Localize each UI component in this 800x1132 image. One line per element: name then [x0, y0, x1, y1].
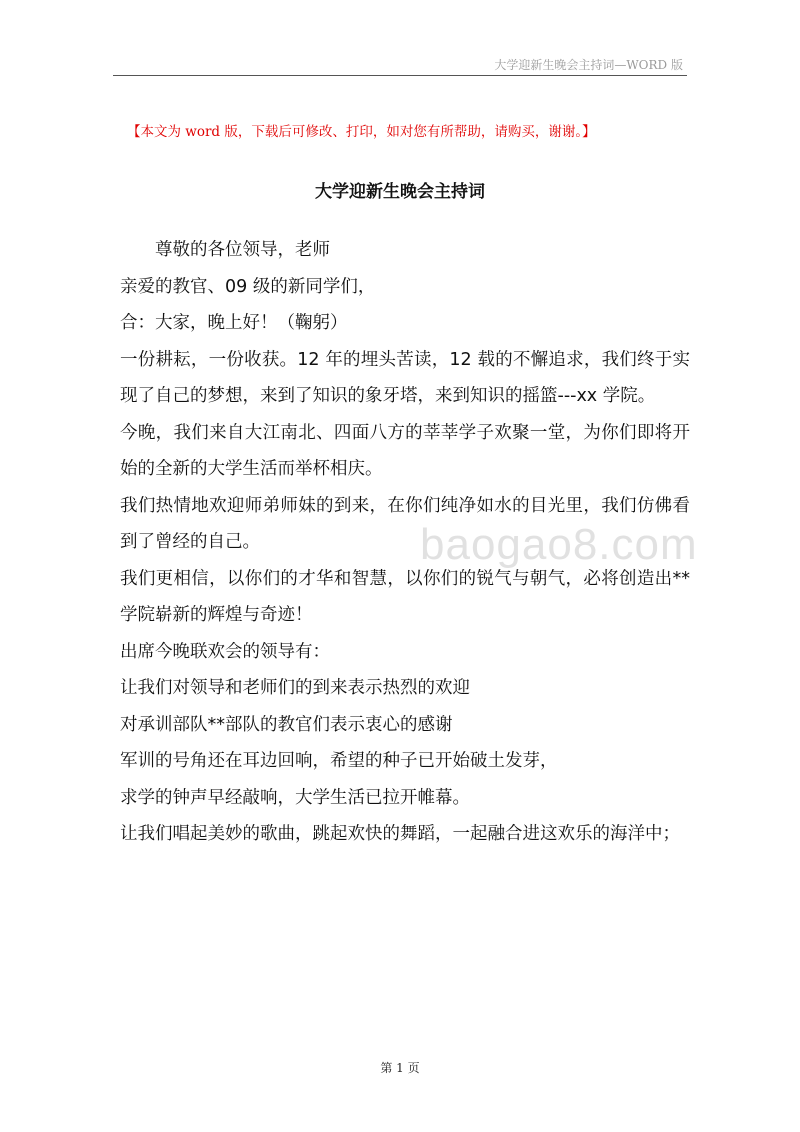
paragraph: 尊敬的各位领导，老师: [155, 240, 330, 260]
paragraph: 今晚，我们来自大江南北、四面八方的莘莘学子欢聚一堂，为你们即将开始的全新的大学生活而举杯相庆。: [120, 422, 690, 479]
running-header: 大学迎新生晚会主持词—WORD 版: [494, 58, 683, 72]
page-number: 第 1 页: [380, 1061, 420, 1075]
document-body: [120, 232, 690, 853]
paragraph: 对承训部队**部队的教官们表示衷心的感谢: [120, 714, 453, 735]
paragraph: 一份耕耘，一份收获。12 年的埋头苦读，12 载的不懈追求，我们终于实现了自己的梦想，来到了知识的象牙塔，来到知识的摇篮---xx 学院。: [120, 349, 690, 406]
watermark: baogao8.com: [420, 520, 698, 569]
paragraph: 亲爱的教官、09 级的新同学们，: [120, 276, 376, 297]
paragraph: 让我们对领导和老师们的到来表示热烈的欢迎: [120, 678, 470, 698]
paragraph: 让我们唱起美妙的歌曲，跳起欢快的舞蹈，一起融合进这欢乐的海洋中；: [120, 824, 680, 844]
paragraph: 合：大家，晚上好！（鞠躬）: [120, 313, 348, 333]
paragraph: 求学的钟声早经敲响，大学生活已拉开帷幕。: [120, 787, 470, 808]
paragraph: 我们更相信，以你们的才华和智慧，以你们的锐气与朝气，必将创造出**学院崭新的辉煌与奇迹！: [120, 568, 690, 625]
purchase-notice: 【本文为 word 版，下载后可修改、打印，如对您有所帮助，请购买，谢谢。】: [127, 124, 596, 140]
paragraph: 军训的号角还在耳边回响，希望的种子已开始破土发芽，: [120, 751, 558, 771]
document-title: 大学迎新生晚会主持词: [315, 182, 485, 202]
paragraph: 我们热情地欢迎师弟师妹的到来，在你们纯净如水的目光里，我们仿佛看到了曾经的自己。: [120, 495, 690, 552]
header-divider: [113, 75, 687, 76]
paragraph: 出席今晚联欢会的领导有：: [120, 641, 330, 662]
